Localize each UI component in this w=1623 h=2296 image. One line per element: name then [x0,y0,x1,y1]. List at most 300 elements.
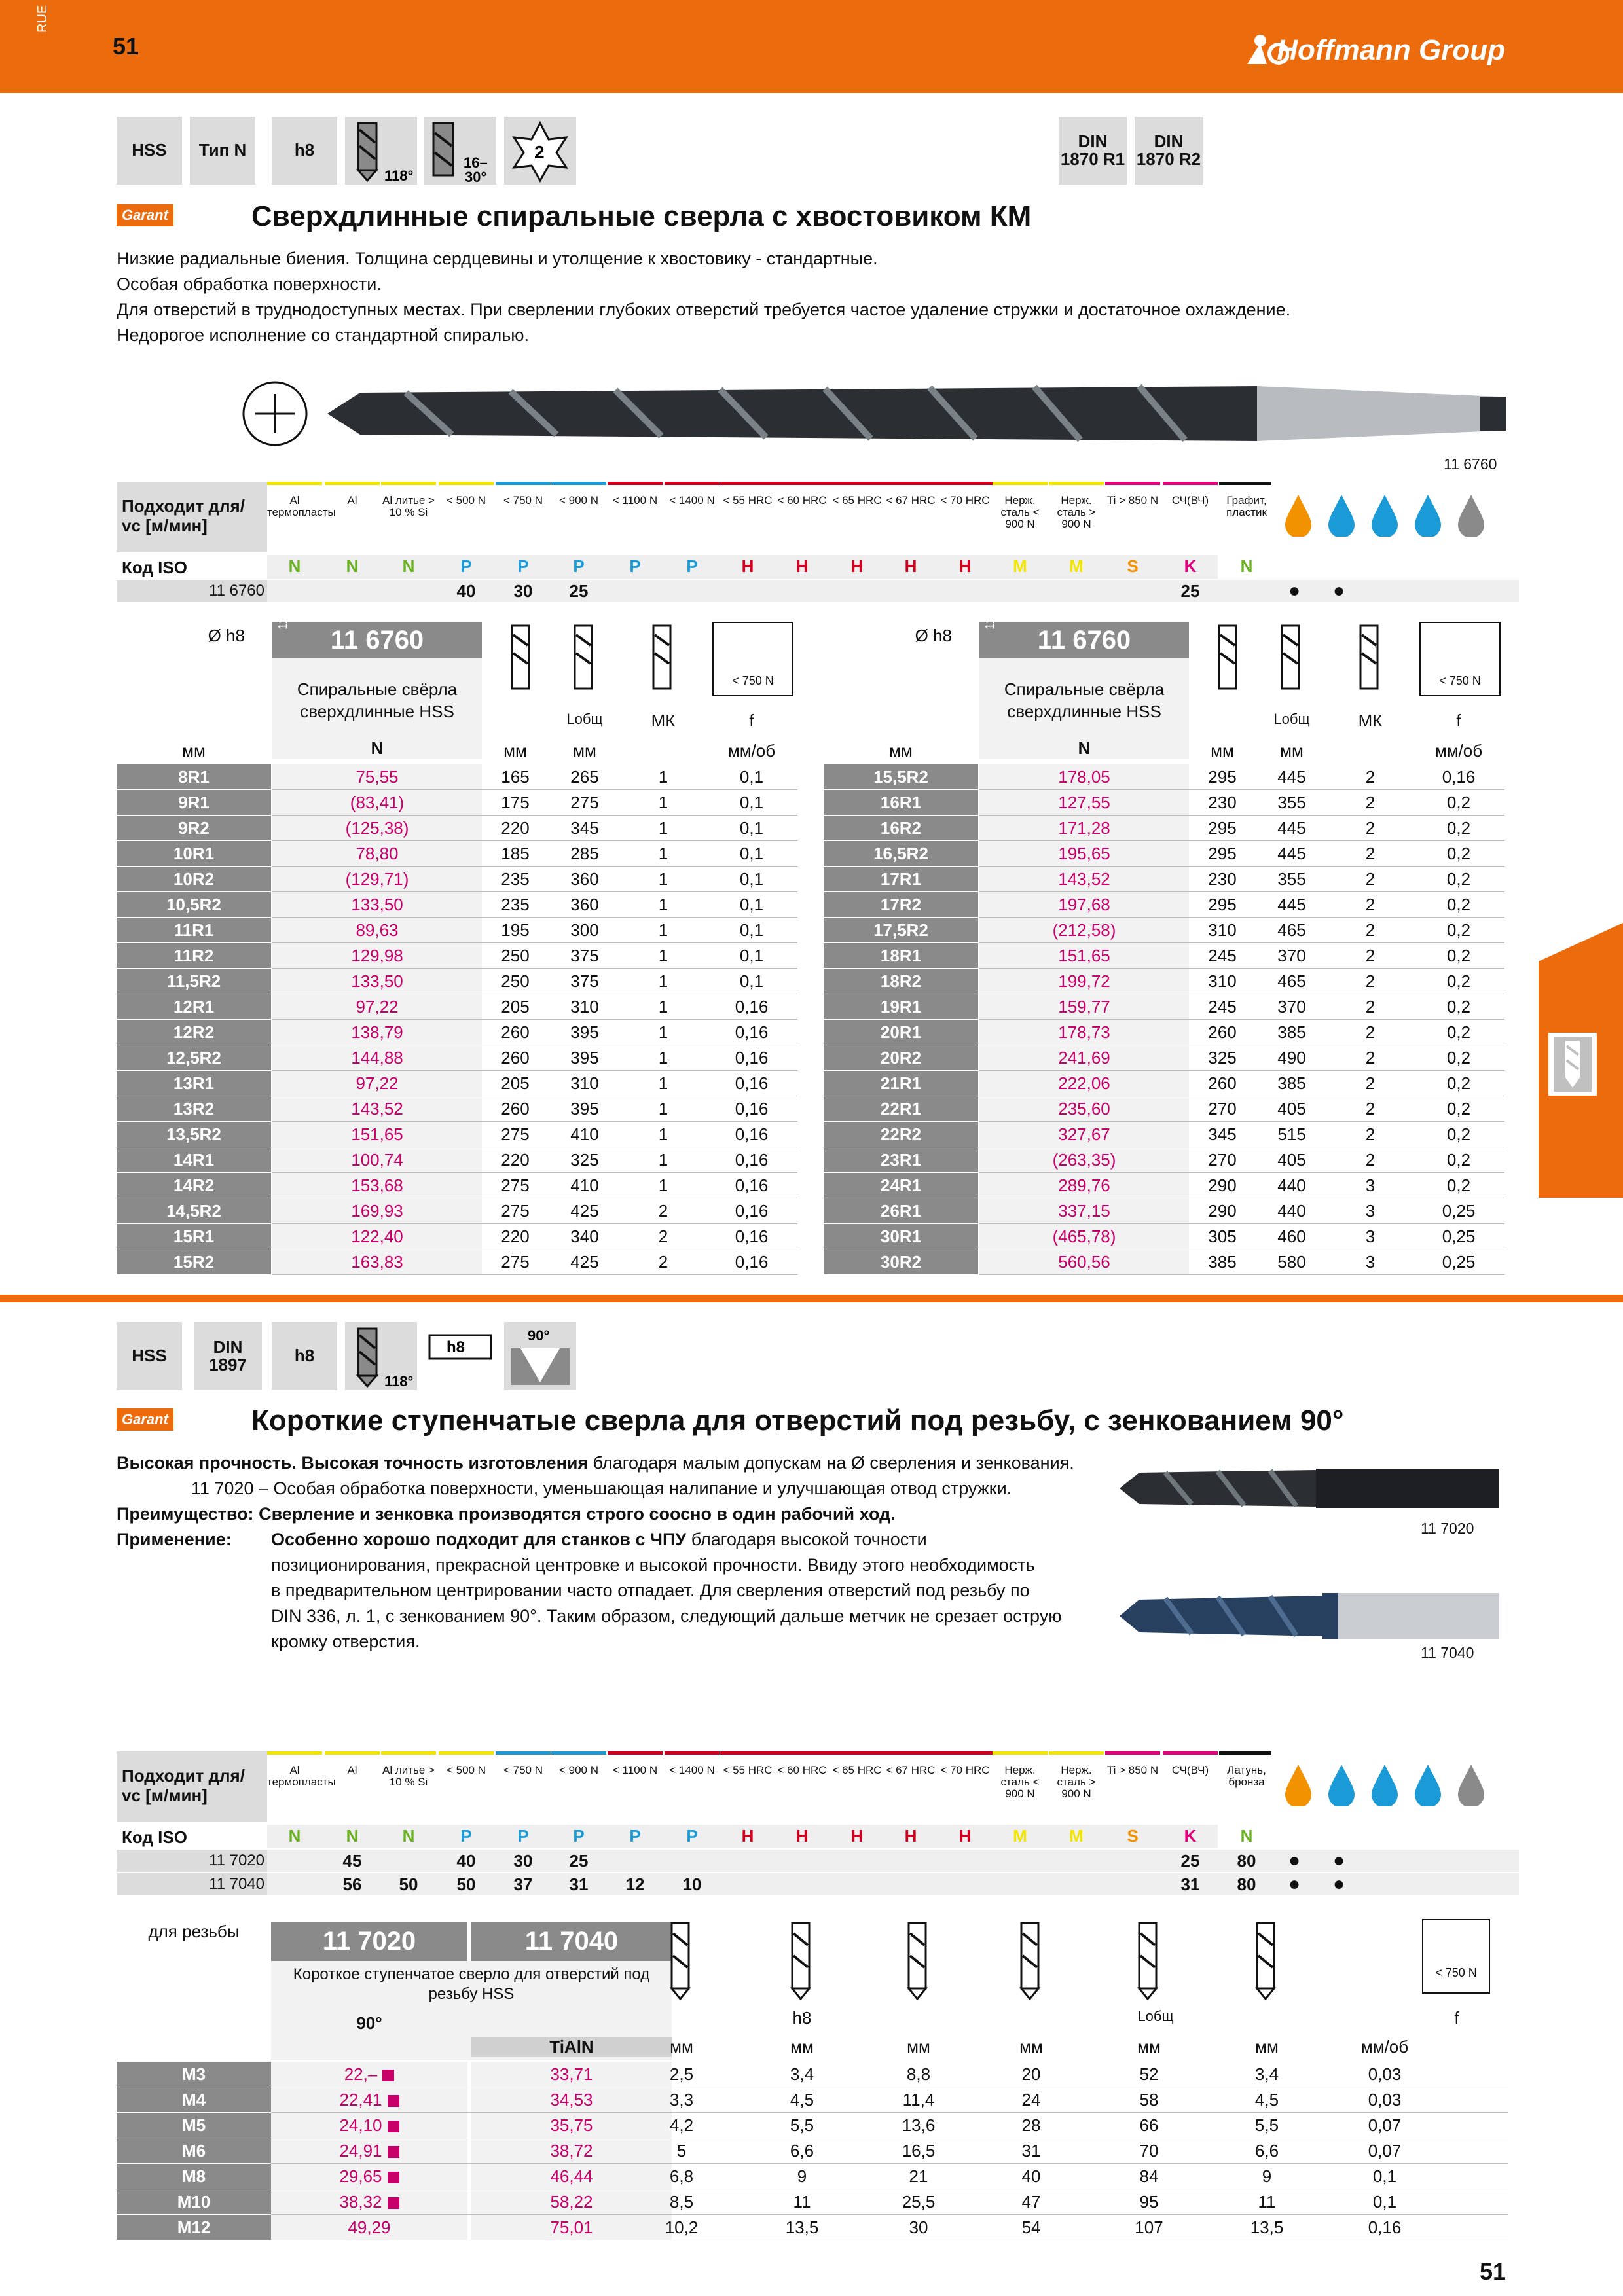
dimension-icon [773,1919,831,2004]
suit-value: 50 [399,1874,418,1894]
f-cell: 0,2 [1446,1124,1471,1144]
dim-cell: 24 [1021,2090,1041,2109]
desc-p3 [117,1501,1138,1527]
l1-cell: 295 [1208,895,1237,914]
l-total-cell: 360 [570,895,599,914]
f-cell: 0,2 [1446,1175,1471,1195]
row-label: 16R1 [824,790,978,815]
suit-colbar [665,482,720,485]
price-cell: 78,80 [272,841,482,866]
dim-cell: 11 [793,2192,811,2212]
f-cell: 0,25 [1442,1227,1476,1246]
price-7020-value: 29,65 [339,2166,382,2186]
col-mm-1: мм [503,741,527,761]
price-7020 [271,2062,467,2087]
suit-header: Ti > 850 N [1106,1764,1159,1776]
l-total-cell: 370 [1277,997,1306,1016]
row-label: 9R1 [117,790,271,815]
f-cell: 0,2 [1446,844,1471,863]
l1-cell: 325 [1208,1048,1237,1067]
row-label: 20R1 [824,1020,978,1045]
f-cell: 0,2 [1446,869,1471,889]
dim-cell: 9 [1262,2166,1272,2186]
col-mk: МК [651,711,676,730]
iso-code: K [1184,556,1197,576]
f-cell: 0,1 [739,767,764,787]
desc-line: Для отверстий в труднодоступных местах. При сверлении глубоких отверстий требуется частое удаление стружки и достаточное охлаждение. [117,300,1291,319]
desc-p1-rest: благодаря малым допускам на Ø сверления и зенкования. [588,1453,1074,1473]
angle-118-label-2: 118° [384,1373,414,1390]
l1-cell: 275 [501,1175,530,1195]
suit-colbar [665,1751,720,1755]
suit-colbar [381,1751,436,1755]
price-7020-value: 24,10 [339,2115,382,2135]
suit-colbar [551,1751,606,1755]
price-cell: 122,40 [272,1224,482,1249]
suit-colbar [1049,1751,1104,1755]
suit-row-label: 11 7040 [209,1875,264,1893]
product-name-2: Короткое ступенчатое сверло для отверстий под резьбу HSS [293,1965,650,2003]
l1-cell: 260 [501,1022,530,1042]
suit-value: 25 [569,581,589,601]
drill-angle-118-icon [345,117,417,185]
dim-cell: 70 [1139,2141,1159,2161]
price-cell: 289,76 [979,1173,1189,1198]
suit-value [830,580,884,602]
suit-header: Ti > 850 N [1106,494,1159,507]
f-cell: 0,2 [1446,997,1471,1016]
suit-header: Латунь, бронза [1227,1764,1266,1788]
col-lobsh: Lобщ [566,711,603,727]
l1-cell: 275 [501,1201,530,1221]
sub-h8: h8 [792,2008,812,2028]
l-total-cell: 370 [1277,946,1306,965]
badge-din-1897: DIN 1897 [194,1322,262,1390]
suit-colbar [1219,482,1271,485]
l-total-cell: 300 [570,920,599,940]
suit-header: Al [347,494,357,507]
desc-line: Особая обработка поверхности. [117,274,382,294]
dim-cell: 16,5 [902,2141,936,2161]
suit-value [1049,1873,1104,1895]
desc-p1 [117,1450,1138,1476]
code2-box: 11 7040 [471,1922,672,1961]
mk-cell: 2 [658,1227,668,1246]
suit-header: < 67 HRC [886,1764,936,1776]
suit-value: 40 [456,1851,476,1871]
suit-value: 25 [1180,1851,1200,1871]
product-name: Спиральные свёрла сверхдлинные HSS [297,679,458,721]
suit-header: < 60 HRC [777,1764,827,1776]
col-mm-dia: мм [182,741,206,761]
helix-angle-label: 16– [464,154,488,171]
code1-box: 11 7020 [271,1922,467,1961]
suit-colbar [381,482,436,485]
l-total-cell: 285 [570,844,599,863]
suit-colbar [1049,482,1104,485]
l-total-cell: 395 [570,1022,599,1042]
l-total-cell: 375 [570,946,599,965]
l-total-cell: 465 [1277,971,1306,991]
dimension-icon [1237,1919,1296,2004]
suit-header: < 67 HRC [886,494,936,507]
price-cell: 178,05 [979,764,1189,789]
col-mm-dia: мм [889,741,913,761]
mk-cell: 1 [658,1099,668,1119]
price-mark-icon [382,2070,394,2081]
suit-header: СЧ(ВЧ) [1171,494,1209,507]
iso-code: H [741,1826,754,1846]
mk-cell: 2 [658,1201,668,1221]
l1-cell: 260 [501,1099,530,1119]
unit-label: мм [1255,2037,1279,2056]
l-total-cell: 405 [1277,1150,1306,1170]
dim-cell: 11,4 [902,2090,935,2109]
suit-value [1105,580,1160,602]
suit-value [883,1850,938,1872]
suit-header: < 1100 N [612,494,658,507]
dim-cell: 8,5 [669,2192,694,2212]
l1-cell: 185 [501,844,530,863]
price-7020 [271,2164,467,2189]
drill-tab-icon [1548,1033,1597,1096]
f-cell: 0,2 [1446,920,1471,940]
price-7020 [271,2138,467,2163]
desc-p4-line: в предварительном центрировании часто отпадает. Для сверления отверстий под резьбу по [271,1581,1030,1600]
suit-colbar [496,1751,551,1755]
desc-p4-bold: Особенно хорошо подходит для станков с ЧПУ [271,1530,687,1549]
dim-cell: 5 [676,2141,687,2161]
price-cell: 222,06 [979,1071,1189,1096]
suit-label-2: vc [м/мин] [122,1785,208,1805]
l1-cell: 235 [501,895,530,914]
unit-label: мм/об [1360,2037,1409,2056]
row-label: 10R2 [117,867,271,891]
iso-code: P [460,556,472,576]
mk-cell: 1 [658,971,668,991]
mk-cell: 2 [658,1252,668,1272]
f-cell: 0,16 [735,1150,769,1170]
drill-angle-118-icon-2 [345,1322,417,1390]
iso-code: M [1013,1826,1027,1846]
step-drill-image-2 [1113,1587,1506,1645]
desc-line: Низкие радиальные биения. Толщина сердцевины и утолщение к хвостовику - стандартные. [117,249,878,268]
row-label: 15R2 [117,1249,271,1274]
dim-cell: 40 [1021,2166,1041,2186]
suit-header: < 55 HRC [723,1764,773,1776]
row-label: 18R1 [824,943,978,968]
suit-value [993,1873,1048,1895]
unit-label: мм [1019,2037,1043,2056]
row-label: 13R1 [117,1071,271,1096]
f-cell: 0,1 [739,869,764,889]
mist-icon [1410,491,1446,537]
suit-dot: ● [1333,1850,1345,1871]
price-7020-value: 38,32 [339,2192,382,2212]
l1-cell: 205 [501,997,530,1016]
l-total-cell: 395 [570,1048,599,1067]
code-prefix: 11C [983,609,996,630]
suit-row-label: 11 6760 [209,582,264,600]
suit-header: < 900 N [558,494,598,507]
mk-cell: 1 [658,1124,668,1144]
col-f: f [749,711,754,730]
unit-label: мм [670,2037,693,2056]
suit-colbar [267,1751,322,1755]
suit-value [938,1850,993,1872]
suit-value [830,1873,884,1895]
unit-label: мм [1137,2037,1161,2056]
suit-value: 30 [513,581,533,601]
dim-cell: 30 [909,2217,928,2237]
unit-label: мм [790,2037,814,2056]
l-total-cell: 345 [570,818,599,838]
l1-cell: 165 [501,767,530,787]
garant-logo-2: Garant [117,1408,173,1431]
price-7020 [271,2215,467,2240]
mk-cell: 1 [658,869,668,889]
iso-code: S [1127,1826,1139,1846]
mk-cell: 3 [1365,1201,1376,1221]
row-label: 12,5R2 [117,1045,271,1070]
l1-cell: 275 [501,1252,530,1272]
mk-cell: 2 [1365,997,1376,1016]
suit-colbar [775,482,830,485]
price-mark-icon [388,2146,399,2158]
price-cell: (129,71) [272,867,482,891]
price-7020-value: 24,91 [339,2141,382,2161]
desc-p4-line: DIN 336, л. 1, с зенкованием 90°. Таким образом, следующий дальше метчик не срезает острую [271,1606,1062,1626]
dim-cell: 2,5 [669,2064,694,2084]
row-label: 8R1 [117,764,271,789]
l-total-cell: 445 [1277,895,1306,914]
l1-cell: 220 [501,1150,530,1170]
suit-colbar [325,482,380,485]
dim-cell: 4,5 [790,2090,814,2109]
suit-value [938,1873,993,1895]
mk-cell: 2 [1365,971,1376,991]
suit-value: 12 [625,1874,645,1894]
mk-cell: 1 [658,1150,668,1170]
price-cell: 143,52 [272,1096,482,1121]
overall-length-icon [1262,622,1321,694]
l-total-cell: 460 [1277,1227,1306,1246]
suit-dot: ● [1288,580,1301,601]
desc-p3-text: Сверление и зенковка производятся строго соосно в один рабочий ход. [259,1504,896,1524]
l1-cell: 290 [1208,1175,1237,1195]
dimension-icon [889,1919,948,2004]
iso-code: M [1013,556,1027,576]
suit-header: СЧ(ВЧ) [1171,1764,1209,1776]
price-cell: (263,35) [979,1147,1189,1172]
desc-p4-label: Применение: [117,1530,232,1549]
col-lobsh: Lобщ [1273,711,1310,727]
badge-h8: h8 [272,117,337,185]
iso-code: N [346,556,359,576]
dim-cell: 11 [1258,2192,1276,2212]
suit-value: 25 [1180,581,1200,601]
sub-lobsh: Lобщ [1137,2008,1174,2024]
l1-cell: 310 [1208,971,1237,991]
price-cell: 144,88 [272,1045,482,1070]
mk-cell: 1 [658,844,668,863]
l-total-cell: 445 [1277,767,1306,787]
price-cell: 133,50 [272,892,482,917]
l-total-cell: 410 [570,1124,599,1144]
flute-length-icon [1199,622,1258,694]
price-cell: 138,79 [272,1020,482,1045]
mk-cell: 1 [658,946,668,965]
dim-cell: 5,5 [790,2115,814,2135]
price-7020 [271,2087,467,2112]
iso-code: N [288,556,301,576]
suit-label-1: Подходит для/ [122,496,245,516]
spray-icon [1366,1761,1403,1806]
mk-cell: 2 [1365,1022,1376,1042]
row-label: 17,5R2 [824,918,978,942]
suit-header: < 1400 N [669,494,715,507]
price-7040: 34,53 [471,2087,672,2112]
f-cell: 0,16 [735,997,769,1016]
desc-p2-code: 11 7020 – [191,1479,268,1498]
l1-cell: 260 [1208,1022,1237,1042]
dimension-icon [1120,1919,1178,2004]
l1-cell: 250 [501,946,530,965]
page-number-top: 51 [113,33,139,60]
price-cell: 151,65 [272,1122,482,1147]
suit-value [608,580,663,602]
suit-value [883,580,938,602]
price-mark-icon [388,2121,399,2132]
flute-length-icon [492,622,551,694]
f-cell: 0,2 [1446,1150,1471,1170]
mk-cell: 2 [1365,946,1376,965]
suit-value [993,580,1048,602]
mk-cell: 2 [1365,1124,1376,1144]
dim-cell: 6,8 [669,2166,694,2186]
iso-code: P [517,556,529,576]
dim-cell: 6,6 [790,2141,814,2161]
suit-colbar [720,1751,775,1755]
taper-shank-icon [634,622,693,694]
price-cell: 241,69 [979,1045,1189,1070]
drop-water-icon [1323,491,1360,537]
product-name: Спиральные свёрла сверхдлинные HSS [1004,679,1165,721]
dim-cell: 20 [1021,2064,1041,2084]
suit-dot: ● [1333,1873,1345,1895]
f-badge-2 [1422,1919,1490,1994]
row-label: 14R1 [117,1147,271,1172]
l1-cell: 275 [501,1124,530,1144]
row-label: 13R2 [117,1096,271,1121]
suit-value [1219,580,1274,602]
row-label: 11R1 [117,918,271,942]
suit-value [608,1850,663,1872]
mk-cell: 2 [1365,1099,1376,1119]
thread-row-label: M6 [117,2138,271,2163]
dim-cell: 31 [1021,2141,1041,2161]
row-label: 16R2 [824,816,978,840]
price-7040: 75,01 [471,2215,672,2240]
price-cell: 171,28 [979,816,1189,840]
price-cell: (83,41) [272,790,482,815]
suit-header: < 500 N [446,494,486,507]
drop-oil-icon [1280,1761,1317,1806]
suit-header: < 1100 N [612,1764,658,1776]
dim-cell: 3,4 [790,2064,814,2084]
desc-p4 [117,1527,1138,1655]
mk-cell: 3 [1365,1175,1376,1195]
dim-cell: 84 [1139,2166,1159,2186]
spray-icon [1366,491,1403,537]
suit-header: < 70 HRC [940,494,990,507]
l-total-cell: 355 [1277,869,1306,889]
suit-header: Нерж. сталь > 900 N [1057,494,1096,530]
f-cell: 0,16 [735,1201,769,1221]
l1-cell: 220 [501,1227,530,1246]
dim-cell: 10,2 [665,2217,699,2237]
mist-icon [1410,1761,1446,1806]
thread-row-label: M10 [117,2189,271,2214]
mk-cell: 1 [658,920,668,940]
col-mk: МК [1358,711,1383,730]
suit-colbar [883,482,938,485]
suit-header: < 750 N [503,1764,543,1776]
row-label: 15,5R2 [824,764,978,789]
suit-colbar [938,1751,993,1755]
l-total-cell: 325 [570,1150,599,1170]
mk-cell: 2 [1365,793,1376,812]
f-cell: 0,1 [739,895,764,914]
section2-title: Короткие ступенчатые сверла для отверстий под резьбу, с зенкованием 90° [251,1405,1344,1437]
dim-cell: 0,16 [1368,2217,1402,2237]
thread-row-label: M4 [117,2087,271,2112]
price-7020 [271,2189,467,2214]
suit-header: < 900 N [558,1764,598,1776]
price-cell: 178,73 [979,1020,1189,1045]
dim-cell: 5,5 [1254,2115,1279,2135]
suit-value: 80 [1237,1851,1256,1871]
suit-value [1105,1873,1160,1895]
dim-cell: 47 [1021,2192,1041,2212]
l1-cell: 230 [1208,793,1237,812]
step-drill-image-1 [1113,1463,1506,1513]
f-cell: 0,16 [735,1048,769,1067]
suit-label-1: Подходит для/ [122,1766,245,1785]
suit-value [665,580,720,602]
section-separator [0,1295,1623,1302]
suit-header: < 55 HRC [723,494,773,507]
suit-dot: ● [1288,1850,1301,1871]
suit-value [381,580,436,602]
drop-water-icon [1323,1761,1360,1806]
f-cell: 0,2 [1446,1099,1471,1119]
row-label: 11R2 [117,943,271,968]
l-total-cell: 405 [1277,1099,1306,1119]
desc-p3-label: Преимущество: [117,1504,254,1524]
dim-cell: 0,07 [1368,2115,1402,2135]
col-n: N [1078,738,1091,758]
thread-label: для резьбы [148,1922,240,1941]
helix-angle-label2: 30° [465,169,487,185]
suit-colbar [830,1751,884,1755]
suit-header: Al литье > 10 % Si [382,494,435,518]
price-cell: 235,60 [979,1096,1189,1121]
suit-value [1049,580,1104,602]
suit-value [775,580,830,602]
f-cell: 0,25 [1442,1201,1476,1221]
desc-p4-line: кромку отверстия. [271,1632,420,1651]
